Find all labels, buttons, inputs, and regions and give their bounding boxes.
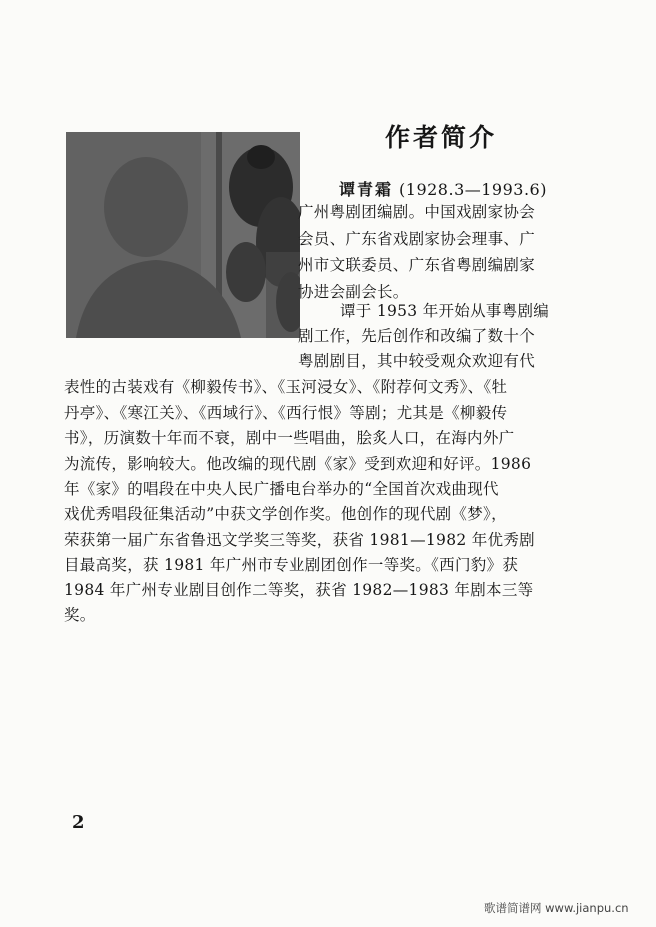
bio-line: 会员、广东省戏剧家协会理事、广 [298,230,536,248]
bio-line: 1984 年广州专业剧目创作二等奖，获省 1982—1983 年剧本三等 [64,581,534,599]
bio-line: 丹亭》、《寒江关》、《西域行》、《西行恨》等剧；尤其是《柳毅传 [64,404,508,422]
bio-line: 粤剧剧目，其中较受观众欢迎有代 [298,352,536,370]
bio-line: 书》，历演数十年而不衰，剧中一些唱曲，脍炙人口，在海内外广 [64,429,515,447]
portrait-image [66,132,300,338]
site-watermark: 歌谱简谱网 www.jianpu.cn [484,901,629,915]
author-byline [339,177,547,200]
bio-line: 奖。 [64,606,96,624]
bio-line: 目最高奖，获 1981 年广州市专业剧团创作一等奖。《西门豹》获 [64,556,519,574]
bio-line: 戏优秀唱段征集活动”中获文学创作奖。他创作的现代剧《梦》， [64,505,507,523]
bio-line: 荣获第一届广东省鲁迅文学奖三等奖，获省 1981—1982 年优秀剧 [64,531,535,549]
bio-line: 表性的古装戏有《柳毅传书》、《玉河浸女》、《附荐何文秀》、《牡 [64,378,508,396]
bio-line: 年《家》的唱段在中央人民广播电台举办的“全国首次戏曲现代 [64,480,499,498]
bio-line: 州市文联委员、广东省粤剧编剧家 [298,256,536,274]
bio-line: 谭于 1953 年开始从事粤剧编 [340,302,550,320]
author-portrait-photo [66,132,300,338]
author-name: 谭青霜 [339,180,394,199]
page-number: 2 [72,812,85,833]
bio-line: 广州粤剧团编剧。中国戏剧家协会 [298,203,536,221]
bio-line: 剧工作，先后创作和改编了数十个 [298,327,536,345]
author-dates: (1928.3—1993.6) [399,180,547,199]
bio-line: 协进会副会长。 [298,283,409,301]
page-title: 作者简介 [385,123,498,152]
bio-line: 为流传，影响较大。他改编的现代剧《家》受到欢迎和好评。1986 [64,455,532,473]
